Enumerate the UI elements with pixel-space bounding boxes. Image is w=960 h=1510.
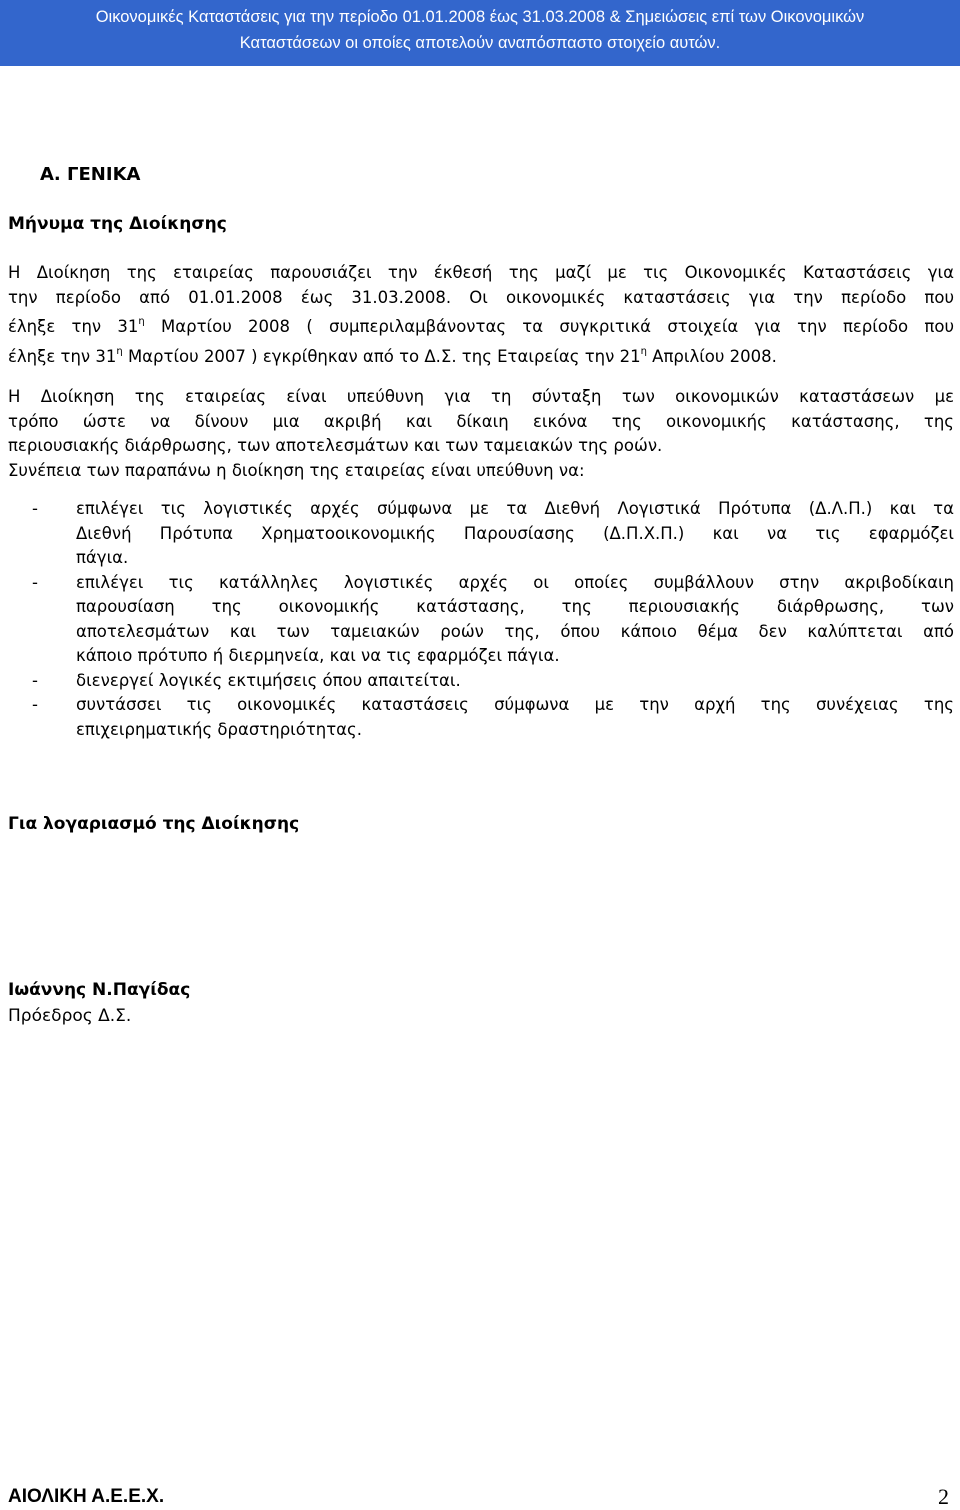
page-number: 2 — [938, 1484, 949, 1509]
text-line: περιουσιακής διάρθρωσης, των αποτελεσμάτων και των ταμειακών της ροών. — [8, 436, 663, 455]
text-line: κάποιο πρότυπο ή διερμηνεία, και να τις εφαρμόζει πάγια. — [76, 646, 560, 665]
superscript: η — [116, 345, 123, 357]
superscript: η — [138, 316, 145, 327]
superscript: η — [640, 345, 647, 357]
text-fragment: Απριλίου 2008. — [646, 346, 777, 366]
signatory-name: Ιωάννης Ν.Παγίδας — [8, 980, 191, 1000]
header-line-1: Οικονομικές Καταστάσεις για την περίοδο 01.01.2008 έως 31.03.2008 & Σημειώσεις επί των Οικονομικών — [95, 8, 865, 26]
text-line: πάγια. — [76, 548, 129, 567]
paragraph-responsibility — [8, 385, 954, 483]
text-line: Η Διοίκηση της εταιρείας είναι υπεύθυνη για τη σύνταξη των οικονομικών καταστάσεων με — [8, 387, 954, 406]
text-line: συντάσσει τις οικονομικές καταστάσεις σύμφωνα με την αρχή της συνέχειας της — [76, 695, 954, 714]
responsibility-list — [8, 497, 954, 742]
text-line: Συνέπεια των παραπάνω η διοίκηση της εταιρείας είναι υπεύθυνη να: — [8, 460, 585, 480]
section-subtitle: Μήνυμα της Διοίκησης — [8, 214, 227, 234]
list-item — [8, 497, 954, 571]
list-dash: - — [32, 695, 38, 714]
text-line: αποτελεσμάτων και των ταμειακών ροών της, όπου κάποιο θέμα δεν καλύπτεται από — [76, 621, 954, 641]
list-dash: - — [32, 572, 38, 592]
text-line: τρόπο ώστε να δίνουν μια ακριβή και δίκαιη εικόνα της οικονομικής κατάστασης, της — [8, 411, 954, 431]
signoff-heading: Για λογαριασμό της Διοίκησης — [8, 814, 300, 834]
text-fragment: έληξε την 31 — [8, 346, 117, 366]
text-fragment: έληξε την 31 — [8, 317, 139, 336]
list-dash: - — [32, 499, 38, 518]
text-line: διενεργεί λογικές εκτιμήσεις όπου απαιτείται. — [76, 670, 461, 690]
text-line: επιχειρηματικής δραστηριότητας. — [76, 719, 362, 739]
section-title: Α. ΓΕΝΙΚΑ — [40, 164, 141, 185]
text-line — [8, 340, 954, 370]
paragraph-intro — [8, 261, 954, 369]
text-line: Η Διοίκηση της εταιρείας παρουσιάζει την έκθεσή της μαζί με τις Οικονομικές Καταστάσεις για — [8, 263, 954, 282]
list-dash: - — [32, 670, 38, 690]
list-item — [8, 669, 954, 694]
footer-company: ΑΙΟΛΙΚΗ Α.Ε.Ε.Χ. — [8, 1486, 165, 1507]
list-item — [8, 571, 954, 669]
list-item — [8, 693, 954, 742]
text-line: Διεθνή Πρότυπα Χρηματοοικονομικής Παρουσίασης (Δ.Π.Χ.Π.) και να τις εφαρμόζει — [76, 523, 954, 543]
text-fragment: Μαρτίου 2008 ( συμπεριλαμβάνοντας τα συγκριτικά στοιχεία για την περίοδο που — [144, 317, 954, 336]
text-line: παρουσίαση της οικονομικής κατάστασης, της περιουσιακής διάρθρωσης, των — [76, 597, 954, 616]
signatory-role: Πρόεδρος Δ.Σ. — [8, 1006, 132, 1026]
text-line — [8, 310, 954, 340]
header-line-2: Καταστάσεων οι οποίες αποτελούν αναπόσπαστο στοιχείο αυτών. — [239, 34, 721, 52]
text-fragment: Μαρτίου 2007 ) εγκρίθηκαν από το Δ.Σ. της Εταιρείας την 21 — [122, 346, 641, 366]
text-line: επιλέγει τις κατάλληλες λογιστικές αρχές οι οποίες συμβάλλουν στην ακριβοδίκαιη — [76, 572, 954, 592]
page-header — [0, 0, 960, 66]
text-line: την περίοδο από 01.01.2008 έως 31.03.2008. Οι οικονομικές καταστάσεις για την περίοδο που — [8, 287, 954, 307]
text-line: επιλέγει τις λογιστικές αρχές σύμφωνα με τα Διεθνή Λογιστικά Πρότυπα (Δ.Λ.Π.) και τα — [76, 499, 954, 518]
